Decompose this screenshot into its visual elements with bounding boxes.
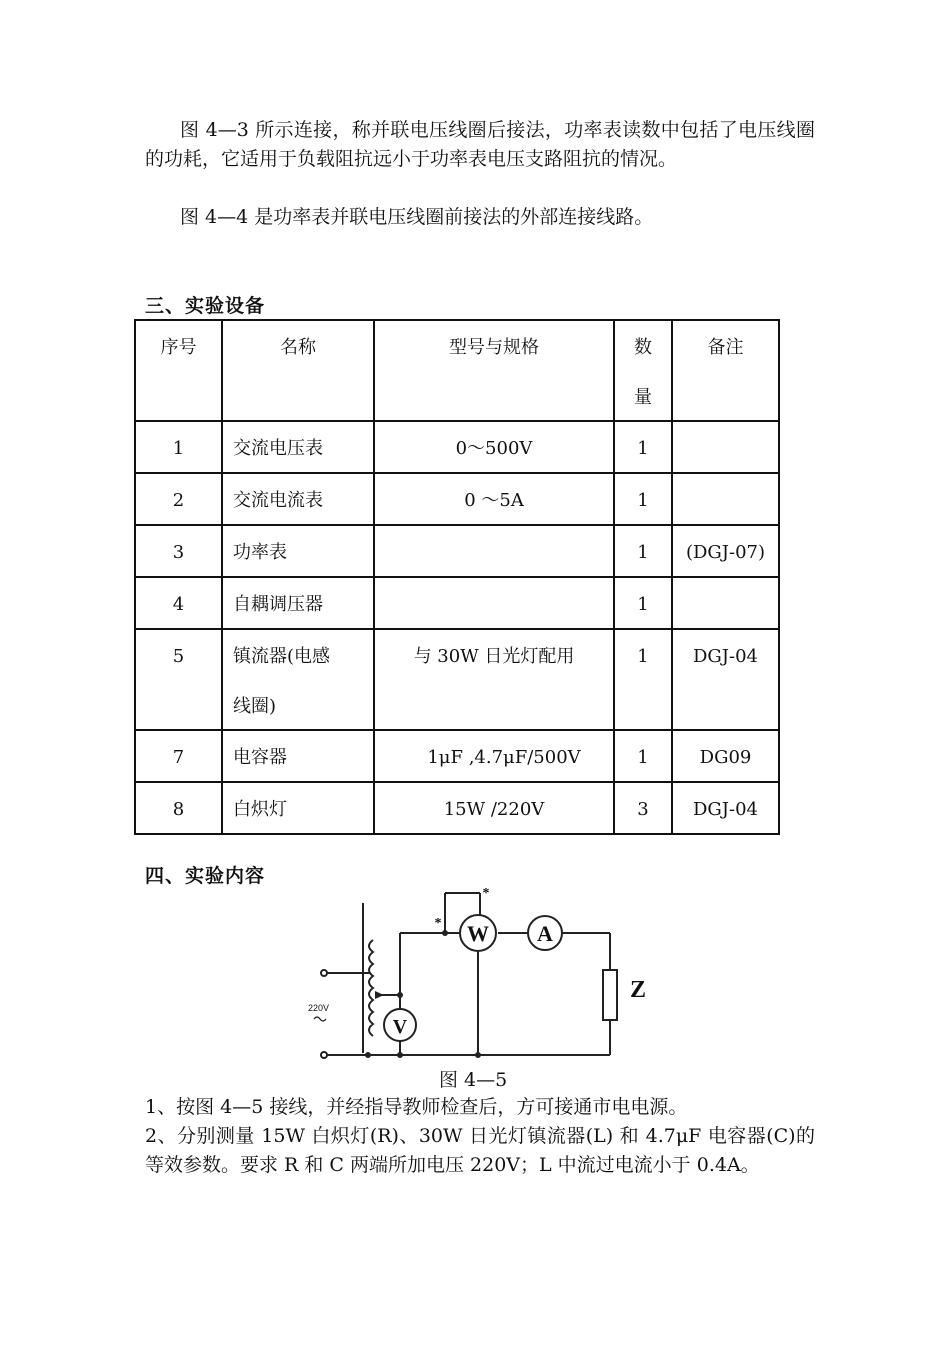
- cell-note: DGJ-04: [692, 646, 758, 667]
- instruction-item-1: 1、按图 4—5 接线，并经指导教师检查后，方可接通市电电源。: [145, 1096, 688, 1118]
- cell-name: 交流电流表: [233, 490, 323, 511]
- terminal-top: [321, 970, 327, 976]
- cell-no: 1: [172, 438, 185, 459]
- ac-wave-icon: [314, 1017, 326, 1021]
- load-label: Z: [629, 977, 647, 1003]
- instruction-item-2: 2、分别测量 15W 白炽灯(R)、30W 日光灯镇流器(L) 和 4.7μF 电容器(C)的等效参数。要求 R 和 C 两端所加电压 220V；L 中流过电流小于 0.4A。: [145, 1125, 815, 1176]
- table-row: [135, 577, 779, 629]
- cell-spec: [375, 578, 613, 593]
- cell-name: 功率表: [233, 542, 287, 563]
- source-voltage-label: 220V: [308, 1003, 330, 1013]
- table-row: [135, 525, 779, 577]
- cell-note: [673, 474, 778, 489]
- star-marker-2: *: [482, 886, 490, 901]
- cell-note: (DGJ-07): [685, 542, 766, 563]
- cell-spec: 15W /220V: [443, 799, 545, 820]
- cell-spec: 1μF ,4.7μF/500V: [427, 747, 581, 768]
- cell-spec: 与 30W 日光灯配用: [413, 646, 575, 667]
- cell-note: [673, 422, 778, 437]
- table-row: [135, 473, 779, 525]
- cell-no: 8: [172, 799, 185, 820]
- cell-name: 镇流器(电感 线圈): [233, 646, 331, 717]
- cell-qty: 1: [637, 490, 649, 511]
- cell-qty: 1: [637, 542, 649, 563]
- header-note: 备注: [707, 337, 744, 358]
- table-header-row: [135, 320, 779, 421]
- header-spec: 型号与规格: [449, 337, 539, 358]
- cell-name: 白炽灯: [233, 799, 287, 820]
- intro-paragraph-1: 图 4—3 所示连接，称并联电压线圈后接法，功率表读数中包括了电压线圈的功耗，它适用于负载阻抗远小于功率表电压支路阻抗的情况。: [145, 119, 815, 170]
- header-qty: 数 量: [634, 337, 652, 408]
- cell-no: 2: [172, 490, 185, 511]
- cell-no: 7: [172, 747, 185, 768]
- figure-caption: 图 4—5: [439, 1069, 508, 1091]
- intro-paragraph-2: 图 4—4 是功率表并联电压线圈前接法的外部连接线路。: [180, 206, 654, 228]
- terminal-bottom: [321, 1052, 327, 1058]
- transformer-coil: [369, 940, 373, 1036]
- header-no: 序号: [160, 337, 197, 358]
- cell-note: DG09: [699, 747, 752, 768]
- cell-name: 自耦调压器: [233, 594, 323, 615]
- cell-name: 交流电压表: [233, 438, 323, 459]
- header-name: 名称: [280, 337, 316, 358]
- table-row: [135, 782, 779, 834]
- cell-qty: 1: [637, 747, 649, 768]
- equipment-table: [134, 319, 780, 835]
- star-marker-1: *: [434, 916, 442, 931]
- table-row: [135, 629, 779, 730]
- cell-qty: 1: [637, 594, 649, 615]
- cell-qty: 1: [637, 646, 649, 667]
- cell-qty: 3: [637, 799, 649, 820]
- cell-no: 5: [172, 646, 185, 667]
- cell-no: 4: [172, 594, 185, 615]
- table-row: [135, 730, 779, 782]
- section-heading-content: 四、实验内容: [145, 865, 266, 887]
- table-row: [135, 421, 779, 473]
- voltmeter-label: V: [392, 1016, 408, 1038]
- cell-name: 电容器: [233, 747, 287, 768]
- cell-qty: 1: [637, 438, 649, 459]
- cell-spec: 0 ～5A: [464, 490, 524, 511]
- load-impedance: [603, 970, 617, 1020]
- cell-spec: 0～500V: [455, 438, 533, 459]
- wattmeter-label: W: [467, 921, 489, 946]
- section-heading-equipment: 三、实验设备: [145, 295, 266, 317]
- cell-note: DGJ-04: [692, 799, 758, 820]
- ammeter-label: A: [537, 921, 553, 946]
- cell-note: [673, 578, 778, 593]
- cell-no: 3: [172, 542, 185, 563]
- cell-spec: [375, 526, 613, 541]
- circuit-diagram: [300, 885, 660, 1065]
